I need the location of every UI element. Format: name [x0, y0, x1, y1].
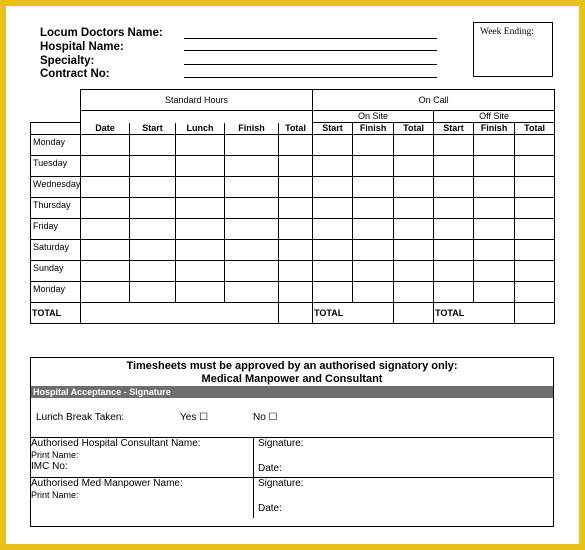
hospital-name-label: Hospital Name:	[40, 41, 124, 53]
time-cell[interactable]	[353, 282, 394, 303]
time-cell[interactable]	[515, 240, 555, 261]
time-cell[interactable]	[353, 261, 394, 282]
time-cell[interactable]	[81, 135, 130, 156]
total-onsite-value[interactable]	[394, 303, 434, 324]
approval-title-line1: Timesheets must be approved by an authorised signatory only:	[126, 360, 458, 372]
time-cell[interactable]	[176, 282, 225, 303]
time-cell[interactable]	[176, 198, 225, 219]
time-cell[interactable]	[353, 198, 394, 219]
time-cell[interactable]	[515, 198, 555, 219]
time-cell[interactable]	[394, 219, 434, 240]
time-cell[interactable]	[353, 240, 394, 261]
day-label: Saturday	[31, 240, 81, 261]
time-cell[interactable]	[353, 219, 394, 240]
on-site-header: On Site	[313, 111, 434, 123]
standard-hours-header: Standard Hours	[81, 90, 313, 111]
time-cell[interactable]	[474, 177, 515, 198]
time-cell[interactable]	[394, 282, 434, 303]
time-cell[interactable]	[225, 282, 279, 303]
col-offsite-start: Start	[434, 123, 474, 135]
time-cell[interactable]	[515, 156, 555, 177]
col-offsite-finish: Finish	[474, 123, 515, 135]
total-offsite-value[interactable]	[515, 303, 555, 324]
time-cell[interactable]	[279, 282, 313, 303]
time-cell[interactable]	[81, 261, 130, 282]
time-cell[interactable]	[81, 156, 130, 177]
table-row	[31, 156, 555, 177]
time-cell[interactable]	[130, 156, 176, 177]
locum-name-label: Locum Doctors Name:	[40, 27, 163, 39]
col-date: Date	[81, 123, 130, 135]
col-finish: Finish	[225, 123, 279, 135]
col-lunch: Lunch	[176, 123, 225, 135]
table-row	[31, 135, 555, 156]
table-row	[31, 240, 555, 261]
time-cell[interactable]	[394, 198, 434, 219]
time-cell[interactable]	[353, 156, 394, 177]
time-cell[interactable]	[130, 135, 176, 156]
contract-no-field[interactable]	[184, 77, 437, 78]
time-cell[interactable]	[130, 198, 176, 219]
time-cell[interactable]	[313, 198, 353, 219]
hospital-acceptance-bar: Hospital Acceptance - Signature	[31, 386, 553, 398]
consultant-date-label: Date:	[258, 463, 282, 474]
specialty-field[interactable]	[184, 64, 437, 65]
time-cell[interactable]	[225, 135, 279, 156]
time-cell[interactable]	[474, 135, 515, 156]
time-cell[interactable]	[176, 261, 225, 282]
time-cell[interactable]	[313, 240, 353, 261]
time-cell[interactable]	[515, 282, 555, 303]
lunch-yes-checkbox[interactable]: Yes ☐	[180, 412, 209, 423]
time-cell[interactable]	[394, 135, 434, 156]
timesheet-page	[6, 6, 579, 544]
time-cell[interactable]	[176, 219, 225, 240]
time-cell[interactable]	[515, 177, 555, 198]
time-cell[interactable]	[279, 135, 313, 156]
time-cell[interactable]	[313, 177, 353, 198]
manpower-print-name-label: Print Name:	[31, 490, 79, 500]
total-label-std: TOTAL	[31, 303, 81, 324]
time-cell[interactable]	[313, 282, 353, 303]
col-onsite-finish: Finish	[353, 123, 394, 135]
imc-no-label: IMC No:	[31, 461, 68, 472]
time-cell[interactable]	[474, 219, 515, 240]
consultant-signature-row	[31, 438, 553, 478]
time-cell[interactable]	[394, 156, 434, 177]
time-cell[interactable]	[279, 156, 313, 177]
time-cell[interactable]	[434, 177, 474, 198]
total-std-span[interactable]	[81, 303, 279, 324]
time-cell[interactable]	[279, 198, 313, 219]
time-cell[interactable]	[225, 261, 279, 282]
time-cell[interactable]	[225, 240, 279, 261]
time-cell[interactable]	[225, 198, 279, 219]
manpower-signature-row	[31, 478, 553, 518]
time-cell[interactable]	[81, 198, 130, 219]
day-label: Sunday	[31, 261, 81, 282]
time-cell[interactable]	[279, 219, 313, 240]
time-cell[interactable]	[81, 240, 130, 261]
table-row	[31, 177, 555, 198]
col-offsite-total: Total	[515, 123, 555, 135]
lunch-break-label: Lunch Break Taken:	[36, 412, 125, 423]
manpower-name-label: Authorised Med Manpower Name:	[31, 478, 183, 489]
hospital-name-field[interactable]	[184, 50, 437, 51]
time-cell[interactable]	[434, 261, 474, 282]
time-cell[interactable]	[353, 177, 394, 198]
total-std-value[interactable]	[279, 303, 313, 324]
time-cell[interactable]	[176, 177, 225, 198]
time-cell[interactable]	[434, 198, 474, 219]
time-cell[interactable]	[394, 177, 434, 198]
time-cell[interactable]	[313, 156, 353, 177]
time-cell[interactable]	[81, 219, 130, 240]
day-label: Thursday	[31, 198, 81, 219]
col-onsite-total: Total	[394, 123, 434, 135]
on-call-header: On Call	[313, 90, 555, 111]
week-ending-box[interactable]	[473, 22, 553, 77]
table-row	[31, 198, 555, 219]
time-cell[interactable]	[434, 156, 474, 177]
time-cell[interactable]	[176, 135, 225, 156]
time-cell[interactable]	[515, 219, 555, 240]
time-cell[interactable]	[130, 177, 176, 198]
consultant-print-name-label: Print Name:	[31, 450, 79, 460]
time-cell[interactable]	[434, 135, 474, 156]
manpower-date-label: Date:	[258, 503, 282, 514]
locum-name-field[interactable]	[184, 38, 437, 39]
time-cell[interactable]	[515, 135, 555, 156]
lunch-no-checkbox[interactable]: No ☐	[253, 412, 278, 423]
table-row	[31, 261, 555, 282]
time-cell[interactable]	[474, 282, 515, 303]
hours-table	[30, 89, 555, 324]
col-total: Total	[279, 123, 313, 135]
time-cell[interactable]	[130, 219, 176, 240]
time-cell[interactable]	[474, 261, 515, 282]
time-cell[interactable]	[313, 219, 353, 240]
time-cell[interactable]	[313, 261, 353, 282]
approval-title-line2: Medical Manpower and Consultant	[201, 373, 383, 385]
time-cell[interactable]	[434, 240, 474, 261]
time-cell[interactable]	[394, 261, 434, 282]
time-cell[interactable]	[81, 177, 130, 198]
time-cell[interactable]	[225, 177, 279, 198]
time-cell[interactable]	[394, 240, 434, 261]
time-cell[interactable]	[474, 240, 515, 261]
manpower-signature-label: Signature:	[258, 478, 304, 489]
time-cell[interactable]	[279, 261, 313, 282]
contract-no-label: Contract No:	[40, 68, 110, 80]
time-cell[interactable]	[515, 261, 555, 282]
day-label: Tuesday	[31, 156, 81, 177]
time-cell[interactable]	[353, 135, 394, 156]
time-cell[interactable]	[225, 219, 279, 240]
consultant-name-label: Authorised Hospital Consultant Name:	[31, 438, 201, 449]
day-label: Monday	[31, 135, 81, 156]
time-cell[interactable]	[474, 156, 515, 177]
consultant-signature-label: Signature:	[258, 438, 304, 449]
time-cell[interactable]	[130, 240, 176, 261]
time-cell[interactable]	[225, 156, 279, 177]
time-cell[interactable]	[176, 240, 225, 261]
col-start: Start	[130, 123, 176, 135]
time-cell[interactable]	[434, 282, 474, 303]
col-onsite-start: Start	[313, 123, 353, 135]
week-ending-label: Week Ending:	[480, 27, 534, 37]
approval-section	[30, 357, 554, 527]
table-row	[31, 219, 555, 240]
time-cell[interactable]	[130, 261, 176, 282]
specialty-label: Specialty:	[40, 55, 95, 67]
time-cell[interactable]	[279, 240, 313, 261]
time-cell[interactable]	[434, 219, 474, 240]
lunch-break-row	[31, 398, 553, 438]
total-label-offsite: TOTAL	[434, 303, 515, 324]
day-label: Wednesday	[31, 177, 81, 198]
total-label-onsite: TOTAL	[313, 303, 394, 324]
day-label: Friday	[31, 219, 81, 240]
table-row	[31, 282, 555, 303]
off-site-header: Off Site	[434, 111, 555, 123]
time-cell[interactable]	[279, 177, 313, 198]
time-cell[interactable]	[313, 135, 353, 156]
time-cell[interactable]	[130, 282, 176, 303]
day-label: Monday	[31, 282, 81, 303]
time-cell[interactable]	[474, 198, 515, 219]
time-cell[interactable]	[81, 282, 130, 303]
time-cell[interactable]	[176, 156, 225, 177]
